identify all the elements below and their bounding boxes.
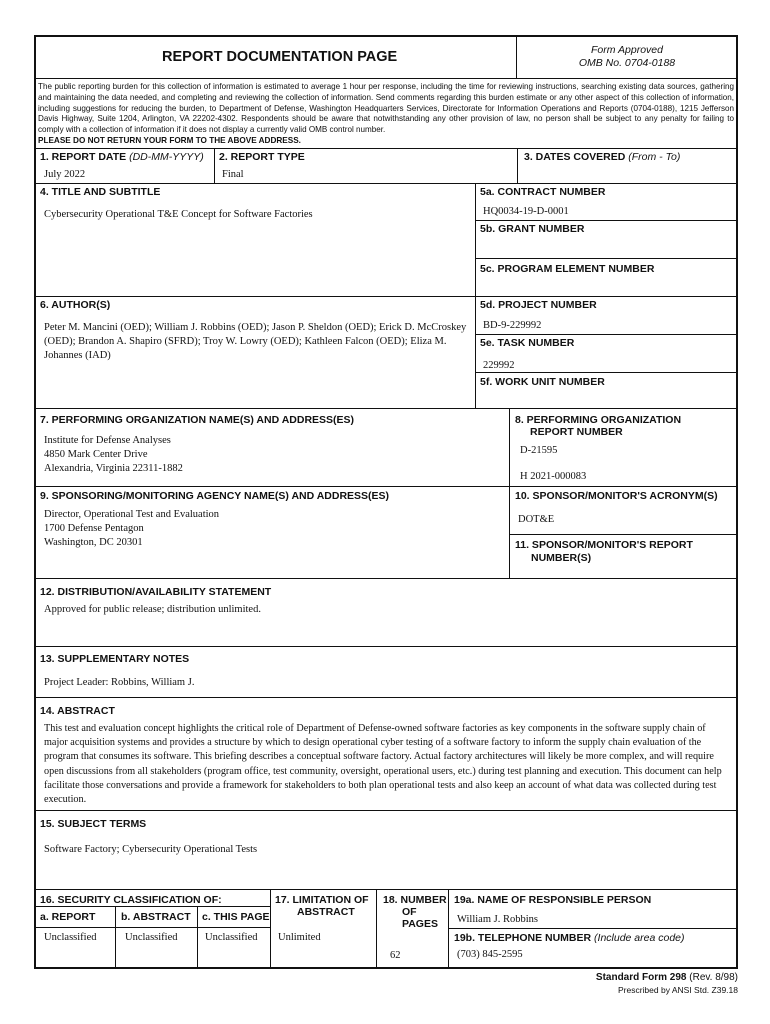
divider <box>35 296 737 297</box>
task-number-value[interactable]: 229992 <box>483 360 515 371</box>
acronym-value[interactable]: DOT&E <box>518 514 555 525</box>
outer-border-right <box>736 35 738 969</box>
divider <box>509 408 510 578</box>
divider <box>517 148 518 184</box>
security-report-label: a. REPORT <box>40 911 96 923</box>
work-unit-label: 5f. WORK UNIT NUMBER <box>480 376 605 388</box>
grant-number-label: 5b. GRANT NUMBER <box>480 223 585 235</box>
divider <box>475 372 737 373</box>
telephone-value[interactable]: (703) 845-2595 <box>457 949 523 960</box>
project-number-value[interactable]: BD-9-229992 <box>483 320 542 331</box>
security-label: 16. SECURITY CLASSIFICATION OF: <box>40 894 222 906</box>
acronym-label: 10. SPONSOR/MONITOR'S ACRONYM(S) <box>515 490 718 502</box>
divider <box>448 928 737 929</box>
divider <box>516 36 517 78</box>
telephone-label <box>454 932 685 944</box>
divider <box>35 810 737 811</box>
divider <box>35 578 737 579</box>
title-value[interactable]: Cybersecurity Operational T&E Concept for Software Factories <box>44 209 313 220</box>
telephone-label-text: 19b. TELEPHONE NUMBER <box>454 932 592 944</box>
pages-label-1: 18. NUMBER <box>383 894 447 906</box>
outer-border-bottom <box>34 967 738 969</box>
divider <box>475 334 737 335</box>
divider <box>35 646 737 647</box>
divider <box>197 906 198 968</box>
sponsoring-line-1[interactable]: Director, Operational Test and Evaluation <box>44 509 220 520</box>
form-name: Standard Form 298 <box>595 972 687 983</box>
project-number-label: 5d. PROJECT NUMBER <box>480 299 597 311</box>
report-date-label <box>40 151 204 163</box>
divider <box>509 534 737 535</box>
distribution-value[interactable]: Approved for public release; distribution unlimited. <box>44 604 261 615</box>
contract-number-value[interactable]: HQ0034-19-D-0001 <box>483 206 569 217</box>
divider <box>270 889 271 968</box>
dates-covered-label-text: 3. DATES COVERED <box>524 151 626 163</box>
report-date-label-text: 1. REPORT DATE <box>40 151 127 163</box>
subject-terms-label: 15. SUBJECT TERMS <box>40 818 147 830</box>
report-type-label: 2. REPORT TYPE <box>219 151 305 163</box>
omb-number: OMB No. 0704-0188 <box>578 57 676 69</box>
limitation-label-2: ABSTRACT <box>297 906 355 918</box>
burden-notice: The public reporting burden for this collection of information is estimated to average 1 hour per response, including the time for reviewing instructions, searching existing data sources, gathering and maintaining the data needed, and completing and reviewing the collection of information. Send comments regarding this burden estimate or any other aspect of this collection of information, including suggestions for reducing the burden, to Department of Defense, Washington Headquarters Services, Directorate for Information Operations and Reports (0704-0188), 1215 Jefferson Davis Highway, Suite 1204, Arlington, VA 22202-4302. Respondents should be aware that notwithstanding any other provision of law, no person shall be subject to any penalty for failing to comply with a collection of information if it does not display a currently valid OMB control number. <box>38 82 734 135</box>
authors-line-3[interactable]: Johannes (IAD) <box>44 350 111 361</box>
form-rev: (Rev. 8/98) <box>686 972 738 983</box>
performing-org-label: 7. PERFORMING ORGANIZATION NAME(S) AND ADDRESS(ES) <box>40 414 355 426</box>
monitor-report-label-2: NUMBER(S) <box>531 552 592 564</box>
divider <box>214 148 215 184</box>
outer-border-top <box>34 35 738 37</box>
performing-org-line-1[interactable]: Institute for Defense Analyses <box>44 435 171 446</box>
responsible-label: 19a. NAME OF RESPONSIBLE PERSON <box>454 894 652 906</box>
sponsoring-line-2[interactable]: 1700 Defense Pentagon <box>44 523 144 534</box>
divider <box>35 697 737 698</box>
authors-line-2[interactable]: (OED); Brandon A. Shapiro (SFRD); Troy W. Lowry (OED); Kathleen Falcon (OED); Eliza M. <box>44 336 447 347</box>
monitor-report-label-1: 11. SPONSOR/MONITOR'S REPORT <box>515 539 693 551</box>
pages-value[interactable]: 62 <box>390 950 401 961</box>
authors-label: 6. AUTHOR(S) <box>40 299 111 311</box>
abstract-value[interactable]: This test and evaluation concept highlights the critical role of Department of Defense-owned software factories as key components in the software supply chain of major acquisition systems and provides a structure by which to design operational cyber testing of a software factory to inform the supply chain evaluation of the program that consumes its software. This briefing describes a conceptual software factory. Actual factory architectures will likely be more complex, and will require open discussions from all stakeholders (program office, test community, oversight, operational users, etc.) during test planning and execution. This document can help facilitate those conversations and provide a framework for stakeholders to both plan operational tests and also keep an account of what data was collected during test execution. <box>44 723 722 806</box>
sponsoring-label: 9. SPONSORING/MONITORING AGENCY NAME(S) AND ADDRESS(ES) <box>40 490 390 502</box>
task-number-label: 5e. TASK NUMBER <box>480 337 575 349</box>
program-element-label: 5c. PROGRAM ELEMENT NUMBER <box>480 263 655 275</box>
performing-report-label-2: REPORT NUMBER <box>530 426 623 438</box>
security-abstract-value[interactable]: Unclassified <box>125 932 178 943</box>
security-report-value[interactable]: Unclassified <box>44 932 97 943</box>
page-title: REPORT DOCUMENTATION PAGE <box>162 49 398 65</box>
divider <box>35 148 737 149</box>
pages-label-3: PAGES <box>402 918 438 930</box>
contract-number-label: 5a. CONTRACT NUMBER <box>480 186 606 198</box>
pages-label-2: OF <box>402 906 417 918</box>
divider <box>35 408 737 409</box>
security-this-page-value[interactable]: Unclassified <box>205 932 258 943</box>
dates-covered-hint: (From - To) <box>628 151 681 163</box>
return-notice: PLEASE DO NOT RETURN YOUR FORM TO THE ABOVE ADDRESS. <box>38 136 301 145</box>
divider <box>115 906 116 968</box>
report-date-value[interactable]: July 2022 <box>44 169 86 180</box>
performing-org-line-3[interactable]: Alexandria, Virginia 22311-1882 <box>44 463 183 474</box>
divider <box>35 927 270 928</box>
form-approved-label: Form Approved <box>591 44 663 56</box>
performing-org-line-2[interactable]: 4850 Mark Center Drive <box>44 449 148 460</box>
prescribed-by: Prescribed by ANSI Std. Z39.18 <box>617 985 738 995</box>
subject-terms-value[interactable]: Software Factory; Cybersecurity Operational Tests <box>44 844 258 855</box>
report-date-hint: (DD-MM-YYYY) <box>129 151 204 163</box>
divider <box>376 889 377 968</box>
performing-report-label-1: 8. PERFORMING ORGANIZATION <box>515 414 682 426</box>
security-this-page-label: c. THIS PAGE <box>202 911 270 923</box>
divider <box>35 906 270 907</box>
title-label: 4. TITLE AND SUBTITLE <box>40 186 161 198</box>
responsible-value[interactable]: William J. Robbins <box>457 914 538 925</box>
divider <box>35 78 737 79</box>
dates-covered-label <box>524 151 680 163</box>
form-footer <box>596 972 738 983</box>
divider <box>475 258 737 259</box>
report-type-value[interactable]: Final <box>222 169 244 180</box>
authors-line-1[interactable]: Peter M. Mancini (OED); William J. Robbins (OED); Jason P. Sheldon (OED); Erick D. McCroskey <box>44 322 467 333</box>
supplementary-value[interactable]: Project Leader: Robbins, William J. <box>44 677 195 688</box>
divider <box>35 889 737 890</box>
abstract-label: 14. ABSTRACT <box>40 705 115 717</box>
limitation-value[interactable]: Unlimited <box>278 932 321 943</box>
limitation-label-1: 17. LIMITATION OF <box>275 894 369 906</box>
outer-border-left <box>34 35 36 969</box>
distribution-label: 12. DISTRIBUTION/AVAILABILITY STATEMENT <box>40 586 272 598</box>
security-abstract-label: b. ABSTRACT <box>121 911 191 923</box>
performing-report-value-1[interactable]: D-21595 <box>520 445 558 456</box>
divider <box>475 220 737 221</box>
divider <box>35 486 737 487</box>
telephone-hint: (Include area code) <box>594 932 685 944</box>
supplementary-label: 13. SUPPLEMENTARY NOTES <box>40 653 190 665</box>
performing-report-value-2[interactable]: H 2021-000083 <box>520 471 587 482</box>
divider <box>35 183 737 184</box>
sponsoring-line-3[interactable]: Washington, DC 20301 <box>44 537 143 548</box>
